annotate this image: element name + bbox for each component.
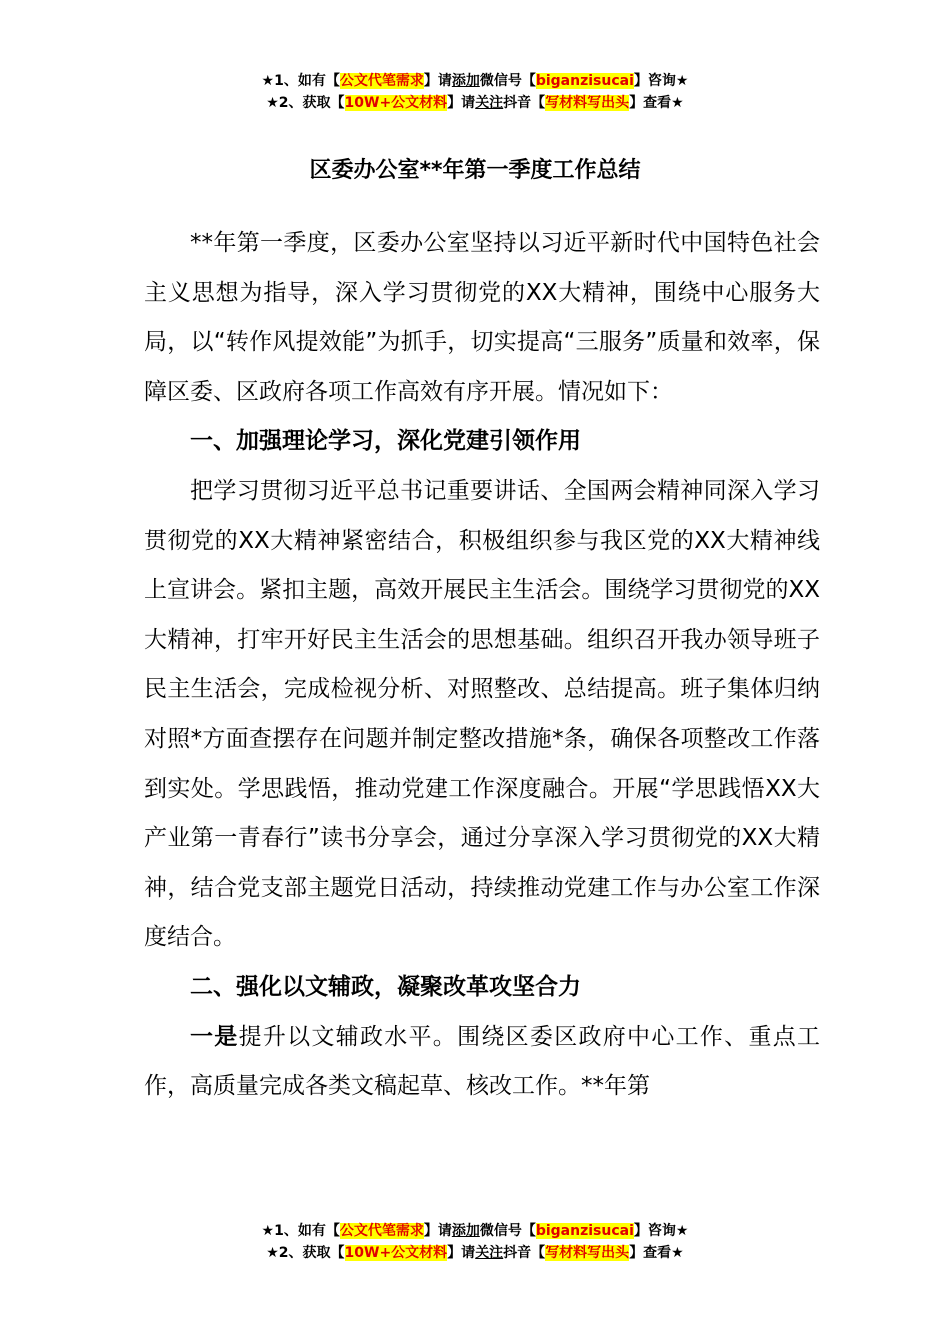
section-1-paragraph: 把学习贯彻习近平总书记重要讲话、全国两会精神同深入学习贯彻党的XX大精神紧密结合，积极组织参与我区党的XX大精神线上宣讲会。紧扣主题，高效开展民主生活会。围绕学习贯彻党的XX大精神，打牢开好民主生活会的思想基础。组织召开我办领导班子民主生活会，完成检视分析、对照整改、总结提高。班子集体归纳对照*方面查摆存在问题并制定整改措施*条，确保各项整改工作落到实处。学思践悟，推动党建工作深度融合。开展“学思践悟XX大产业第一青春行”读书分享会，通过分享深入学习贯彻党的XX大精神，结合党支部主题党日活动，持续推动党建工作与办公室工作深度结合。	[144, 477, 820, 951]
top-notice-banner	[0, 70, 950, 114]
document-title: 区委办公室**年第一季度工作总结	[309, 158, 641, 183]
section-heading-1: 一、加强理论学习，深化党建引领作用	[190, 428, 581, 455]
document-body	[144, 219, 820, 1112]
section-2-paragraph: 一是提升以文辅政水平。围绕区委区政府中心工作、重点工作，高质量完成各类文稿起草、核改工作。**年第	[144, 1023, 821, 1100]
notice-highlight: 10W+公文材料	[344, 1245, 448, 1261]
notice-line-2: ★2、获取【10W+公文材料】请关注抖音【写材料写出头】查看★	[266, 95, 684, 111]
notice-highlight: 公文代笔需求	[339, 1223, 424, 1239]
notice-highlight: 10W+公文材料	[344, 95, 448, 111]
intro-paragraph: **年第一季度，区委办公室坚持以习近平新时代中国特色社会主义思想为指导，深入学习贯彻党的XX大精神，围绕中心服务大局，以“转作风提效能”为抓手，切实提高“三服务”质量和效率，保障区委、区政府各项工作高效有序开展。情况如下：	[144, 230, 820, 405]
notice-highlight: 写材料写出头	[545, 95, 630, 111]
bottom-notice-banner	[0, 1220, 950, 1264]
notice-line-1: ★1、如有【公文代笔需求】请添加微信号【biganzisucai】咨询★	[261, 1223, 689, 1239]
notice-line-1: ★1、如有【公文代笔需求】请添加微信号【biganzisucai】咨询★	[261, 73, 689, 89]
enumeration-lead: 一是	[190, 1023, 239, 1050]
notice-line-2: ★2、获取【10W+公文材料】请关注抖音【写材料写出头】查看★	[266, 1245, 684, 1261]
notice-highlight: biganzisucai	[535, 73, 634, 89]
section-heading-2: 二、强化以文辅政，凝聚改革攻坚合力	[190, 973, 581, 1000]
notice-highlight: 公文代笔需求	[339, 73, 424, 89]
notice-highlight: 写材料写出头	[545, 1245, 630, 1261]
notice-highlight: biganzisucai	[535, 1223, 634, 1239]
